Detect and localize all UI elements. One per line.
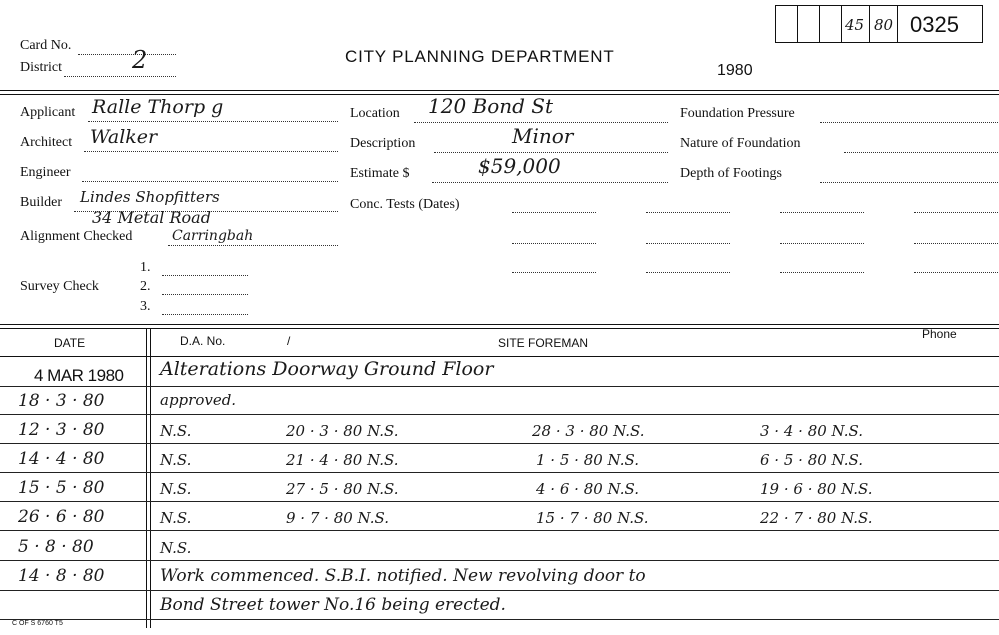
log-row-line [0,414,999,415]
alignment-label: Alignment Checked [20,229,133,244]
builder-label: Builder [20,195,62,210]
log-row-line [0,530,999,531]
engineer-label: Engineer [20,165,71,180]
survey-line-1 [162,275,248,276]
survey-check-label: Survey Check [20,279,99,294]
log-row-2-entry: approved. [160,391,237,409]
depth-of-footings-label: Depth of Footings [680,166,782,181]
log-row-3-c2: 20 · 3 · 80 N.S. [286,422,399,440]
ref-box-1 [775,5,797,43]
header-rule [0,90,999,91]
conc-line [512,243,596,244]
log-row-1-date: 4 MAR 1980 [34,366,124,385]
log-row-5-c1: N.S. [160,480,192,498]
description-value: Minor [512,124,574,148]
estimate-value: $59,000 [478,154,561,178]
builder-address: 34 Metal Road [92,208,211,227]
log-row-line [0,560,999,561]
log-row-4-date: 14 · 4 · 80 [18,449,105,469]
log-col-divider-2 [150,328,151,628]
log-header-phone: Phone [922,327,957,341]
log-row-5-c3: 4 · 6 · 80 N.S. [536,480,639,498]
ref-box-number-value: 0325 [910,12,959,37]
survey-line-3 [162,314,248,315]
conc-line [914,212,998,213]
ref-box-2 [797,5,819,43]
log-row-4-c4: 6 · 5 · 80 N.S. [760,451,863,469]
conc-line [914,272,998,273]
engineer-line [82,181,338,182]
ref-box-3 [819,5,841,43]
conc-line [512,212,596,213]
alignment-value: Carringbah [172,228,254,244]
log-row-line [0,501,999,502]
depth-of-footings-line [820,182,998,183]
log-row-6-c1: N.S. [160,509,192,527]
architect-label: Architect [20,135,73,150]
log-row-9-entry: Bond Street tower No.16 being erected. [160,595,506,615]
log-row-4-c1: N.S. [160,451,192,469]
ref-box-5-value: 80 [874,16,894,34]
builder-value: Lindes Shopfitters [80,188,220,206]
district-value: 2 [132,46,148,74]
ref-box-5 [869,5,897,43]
log-row-6-c2: 9 · 7 · 80 N.S. [286,509,389,527]
log-row-line [0,386,999,387]
architect-value: Walker [90,126,158,148]
card-no-label: Card No. [20,38,72,53]
estimate-line [432,182,668,183]
applicant-label: Applicant [20,105,76,120]
log-row-2-date: 18 · 3 · 80 [18,391,105,411]
log-row-5-date: 15 · 5 · 80 [18,478,105,498]
log-row-5-c4: 19 · 6 · 80 N.S. [760,480,873,498]
applicant-line [88,121,338,122]
foundation-pressure-line [820,122,998,123]
applicant-value: Ralle Thorp g [92,96,224,118]
conc-line [646,243,730,244]
conc-line [780,272,864,273]
survey-line-2 [162,294,248,295]
architect-line [84,151,338,152]
ref-box-4-value: 45 [845,16,865,34]
conc-line [646,272,730,273]
log-col-divider [146,328,147,628]
foundation-pressure-label: Foundation Pressure [680,106,795,121]
log-top-rule [0,324,999,325]
ref-box-4 [841,5,869,43]
ref-box-number [897,5,983,43]
log-row-3-c1: N.S. [160,422,192,440]
survey-item-1: 1. [140,260,151,275]
log-header-date: DATE [54,336,86,350]
log-header-slash: / [287,334,291,348]
log-row-6-date: 26 · 6 · 80 [18,507,105,527]
log-row-6-c3: 15 · 7 · 80 N.S. [536,509,649,527]
form-code: C OF S 6760 T5 [12,620,63,627]
log-row-4-c3: 1 · 5 · 80 N.S. [536,451,639,469]
log-row-7-date: 5 · 8 · 80 [18,537,94,557]
card-year: 1980 [717,62,753,79]
description-label: Description [350,136,416,151]
conc-tests-label: Conc. Tests (Dates) [350,197,460,212]
district-label: District [20,60,62,75]
location-line [414,122,668,123]
conc-line [914,243,998,244]
log-row-8-entry: Work commenced. S.B.I. notified. New revolving door to [160,566,646,586]
log-header-site-foreman: SITE FOREMAN [498,336,589,350]
log-row-line [0,443,999,444]
log-row-3-c4: 3 · 4 · 80 N.S. [760,422,863,440]
card-no-line [78,54,176,55]
location-value: 120 Bond St [428,94,554,118]
description-line [434,152,668,153]
log-row-line [0,590,999,591]
log-row-5-c2: 27 · 5 · 80 N.S. [286,480,399,498]
log-row-7-c1: N.S. [160,539,192,557]
conc-line [646,212,730,213]
log-row-3-c3: 28 · 3 · 80 N.S. [532,422,645,440]
log-row-6-c4: 22 · 7 · 80 N.S. [760,509,873,527]
district-line [64,76,176,77]
log-row-1-entry: Alterations Doorway Ground Floor [160,358,494,380]
survey-item-3: 3. [140,299,151,314]
log-row-line [0,619,999,620]
log-row-4-c2: 21 · 4 · 80 N.S. [286,451,399,469]
conc-line [780,212,864,213]
survey-item-2: 2. [140,279,151,294]
nature-of-foundation-line [844,152,998,153]
department-title: CITY PLANNING DEPARTMENT [345,47,615,66]
log-row-3-date: 12 · 3 · 80 [18,420,105,440]
alignment-line [168,245,338,246]
conc-line [512,272,596,273]
conc-line [780,243,864,244]
location-label: Location [350,106,400,121]
log-row-line [0,472,999,473]
nature-of-foundation-label: Nature of Foundation [680,136,801,151]
log-header-da-no: D.A. No. [180,334,226,348]
estimate-label: Estimate $ [350,166,410,181]
log-row-8-date: 14 · 8 · 80 [18,566,105,586]
